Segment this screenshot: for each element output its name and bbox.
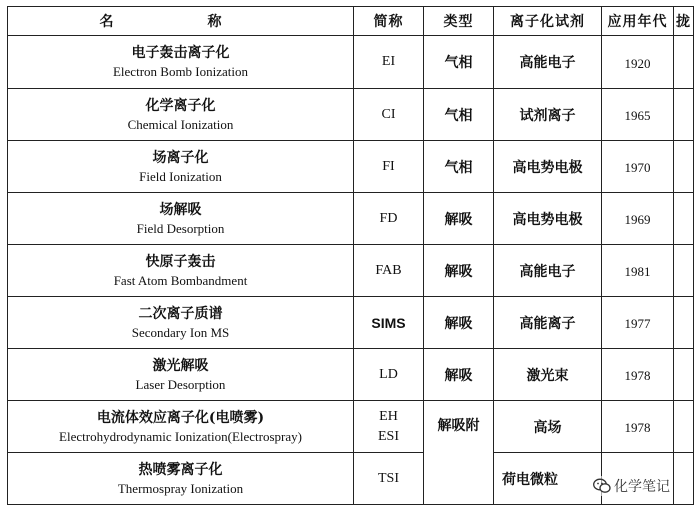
watermark-text: 化学笔记 [614, 479, 670, 495]
method-name-cell: 热喷雾离子化 Thermospray Ionization [8, 453, 354, 505]
abbr-cell: EI [354, 36, 424, 89]
type-cell: 解吸 [424, 245, 494, 297]
abbr-cell: TSI [354, 453, 424, 505]
table-row [8, 193, 694, 245]
method-name-cell: 二次离子质谱 Secondary Ion MS [8, 297, 354, 349]
abbr-cell: SIMS [354, 297, 424, 349]
type-cell: 解吸 [424, 193, 494, 245]
method-name-cell: 场离子化 Field Ionization [8, 141, 354, 193]
table-header-row [8, 7, 694, 36]
year-cell: 1969 [602, 193, 674, 245]
type-cell: 解吸 [424, 349, 494, 401]
abbr-cell: LD [354, 349, 424, 401]
table-row [8, 36, 694, 89]
table-row [8, 89, 694, 141]
method-name-cell: 电流体效应离子化(电喷雾) Electrohydrodynamic Ionization(Electrospray) [8, 401, 354, 453]
year-cell: 1978 [602, 401, 674, 453]
type-cell: 气相 [424, 141, 494, 193]
wechat-icon [593, 478, 611, 494]
table-row [8, 401, 694, 453]
table-row [8, 245, 694, 297]
reagent-cell: 高场 [494, 401, 602, 453]
table-row [8, 453, 694, 505]
abbr-cell: EH ESI [354, 401, 424, 453]
type-cell: 解吸 [424, 297, 494, 349]
extra-cell [674, 193, 694, 245]
reagent-cell: 高能电子 [494, 36, 602, 89]
header-type: 类型 [424, 7, 494, 36]
year-cell: 1965 [602, 89, 674, 141]
reagent-cell: 荷电微粒 [494, 453, 602, 505]
extra-cell [674, 36, 694, 89]
abbr-cell: FD [354, 193, 424, 245]
method-name-cell: 快原子轰击 Fast Atom Bombandment [8, 245, 354, 297]
extra-cell [674, 245, 694, 297]
extra-cell [674, 401, 694, 453]
year-cell: 1981 [602, 245, 674, 297]
header-cut-off: 拢 [674, 7, 694, 36]
extra-cell [674, 89, 694, 141]
reagent-cell: 试剂离子 [494, 89, 602, 141]
header-year: 应用年代 [602, 7, 674, 36]
method-name-cell: 电子轰击离子化 Electron Bomb Ionization [8, 36, 354, 89]
extra-cell [674, 297, 694, 349]
reagent-cell: 高电势电极 [494, 141, 602, 193]
abbr-cell: CI [354, 89, 424, 141]
reagent-cell: 激光束 [494, 349, 602, 401]
year-cell: 1978 [602, 349, 674, 401]
header-name: 名 称 [8, 7, 354, 36]
table-row [8, 141, 694, 193]
watermark [593, 476, 670, 496]
year-cell: 1977 [602, 297, 674, 349]
table-row [8, 297, 694, 349]
extra-cell [674, 349, 694, 401]
method-name-cell: 场解吸 Field Desorption [8, 193, 354, 245]
abbr-cell: FAB [354, 245, 424, 297]
header-reagent: 离子化试剂 [494, 7, 602, 36]
method-name-cell: 激光解吸 Laser Desorption [8, 349, 354, 401]
extra-cell [674, 141, 694, 193]
type-cell: 气相 [424, 89, 494, 141]
type-cell: 解吸附 [424, 401, 494, 505]
method-name-cell: 化学离子化 Chemical Ionization [8, 89, 354, 141]
header-abbr: 简称 [354, 7, 424, 36]
year-cell: 1920 [602, 36, 674, 89]
reagent-cell: 高能电子 [494, 245, 602, 297]
year-cell: 1970 [602, 141, 674, 193]
abbr-cell: FI [354, 141, 424, 193]
type-cell: 气相 [424, 36, 494, 89]
reagent-cell: 高电势电极 [494, 193, 602, 245]
ionization-methods-table [7, 6, 694, 505]
extra-cell [674, 453, 694, 505]
reagent-cell: 高能离子 [494, 297, 602, 349]
table-row [8, 349, 694, 401]
